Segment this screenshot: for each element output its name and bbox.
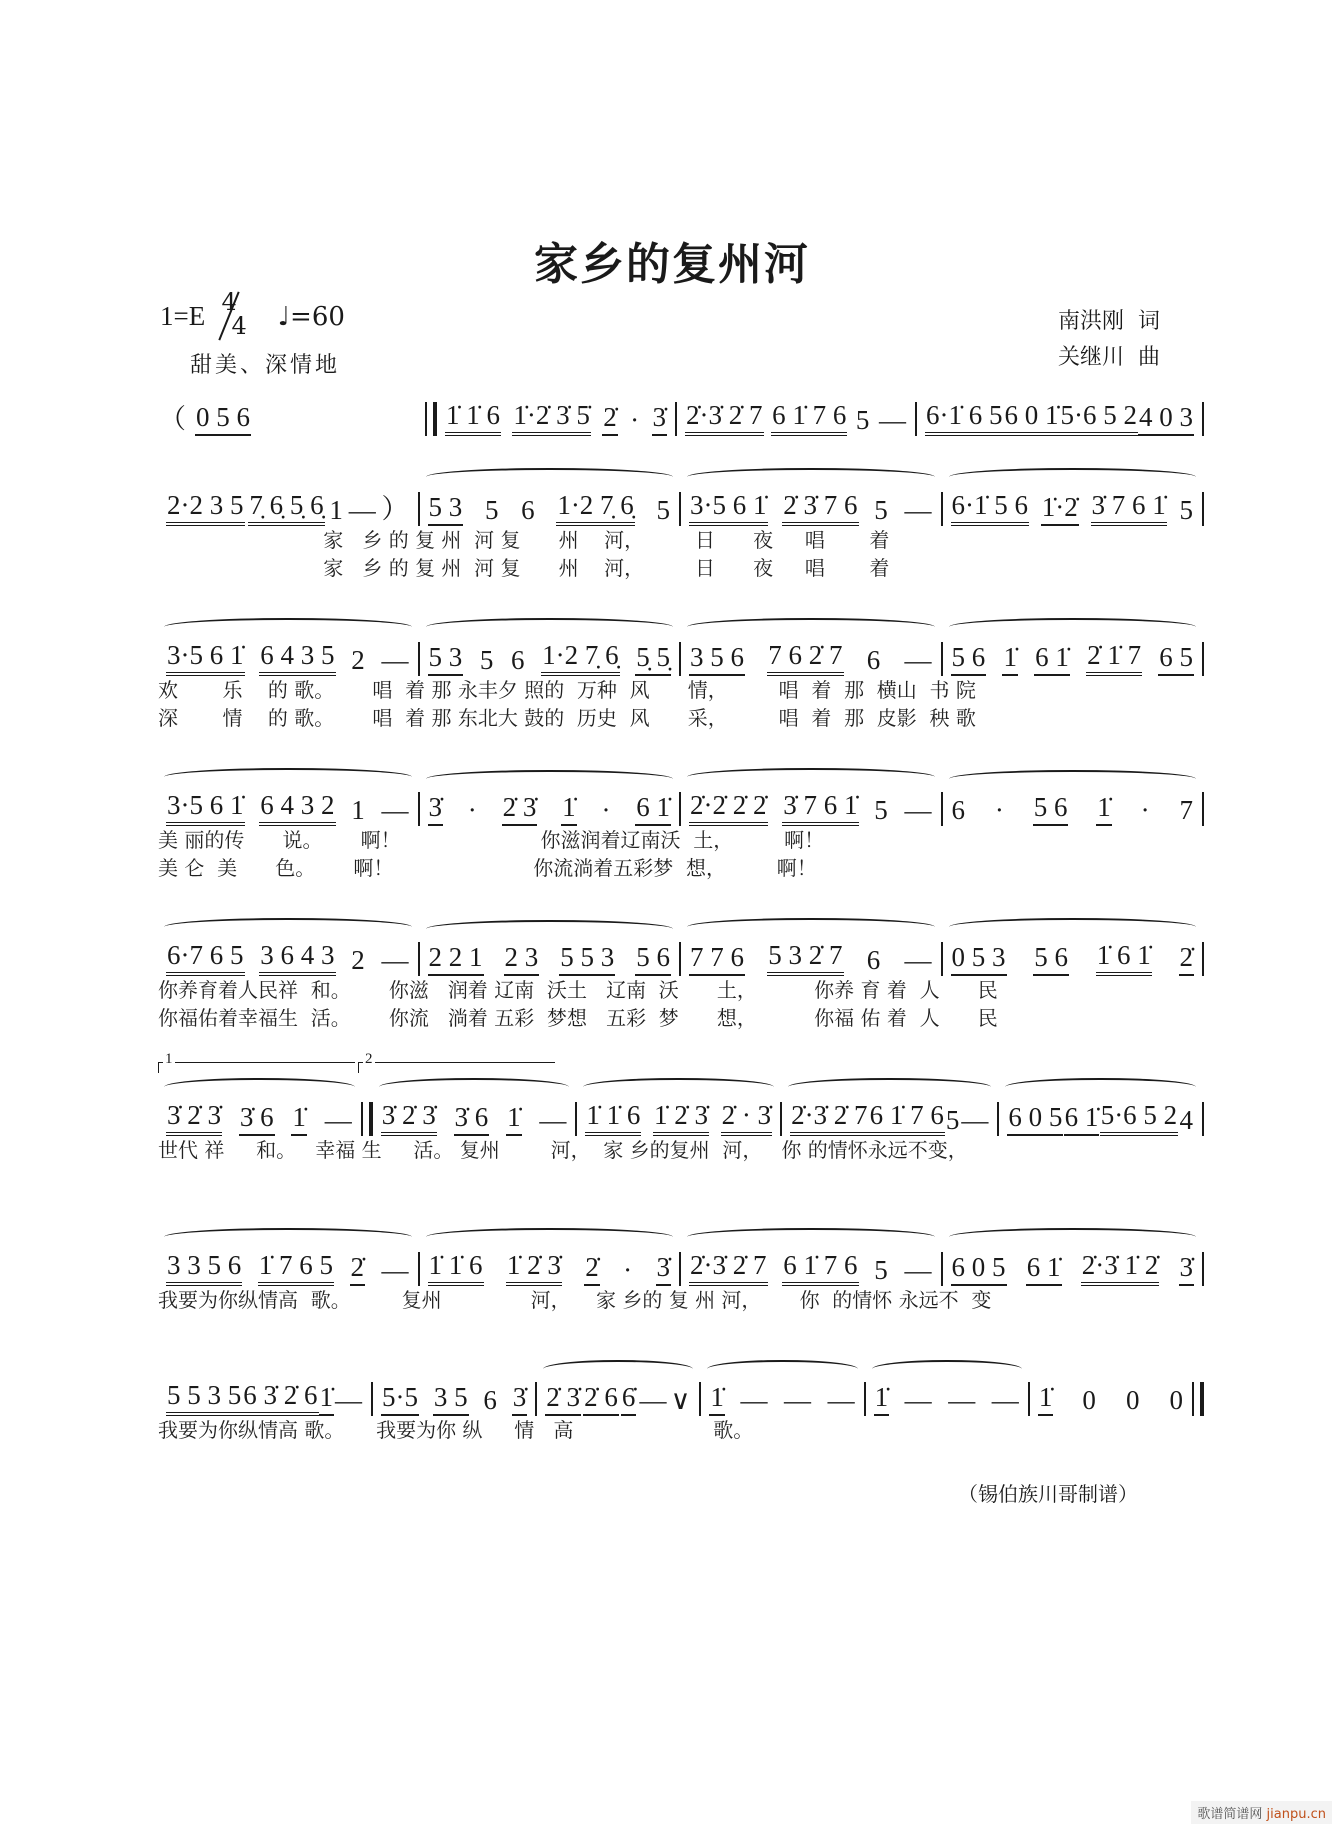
lyric-line-verse-1: 我要为你纵情高 歌。 我要为你 纵 情 高 歌。 xyxy=(158,1418,754,1442)
credits xyxy=(1058,304,1160,376)
note-group: 1̇ 1̇ 6 xyxy=(428,1250,484,1286)
note-group: 1̇ 2̇ 3̇ xyxy=(506,1250,562,1286)
measure xyxy=(373,1100,576,1136)
measure xyxy=(681,640,941,676)
measure xyxy=(158,640,418,676)
note-group: 3 5 6 xyxy=(689,642,745,676)
note-group: 6 1̇ 7 6 xyxy=(782,1250,858,1286)
note-group: 5 3 2̇ 7 xyxy=(767,940,843,976)
note-group: 6 5 xyxy=(1158,642,1194,676)
note-group: 2̇ 3̇ xyxy=(545,1382,581,1416)
dash-extension: — xyxy=(539,1105,567,1135)
site-watermark xyxy=(1191,1801,1332,1824)
measure xyxy=(577,1100,780,1136)
dash-extension: — xyxy=(878,405,906,435)
dash-extension: — xyxy=(961,1105,989,1135)
key-tempo-line xyxy=(160,288,345,340)
note-group: 6 xyxy=(511,645,525,675)
note-group: 6·7 6 5 xyxy=(166,940,245,976)
note-group: · xyxy=(994,795,1004,825)
measure xyxy=(782,1100,997,1136)
dash-extension: — xyxy=(904,1385,932,1415)
note-group: 5 xyxy=(479,645,494,675)
measure xyxy=(158,1250,418,1286)
note-group: 6 1̇ 7 6 xyxy=(771,400,847,436)
note-group: 3̇ 6 xyxy=(454,1102,490,1136)
lyric-line-verse-1: 欢 乐 的 歌。 唱 着 那 永丰夕 照的 万种 风 情， 唱 着 那 横山 书 院 xyxy=(158,678,976,702)
note-group: 0 xyxy=(1082,1385,1096,1415)
note-group: 3·5 6 1̇ xyxy=(689,490,768,526)
note-group: · xyxy=(467,795,477,825)
dash-extension: — xyxy=(904,1255,932,1285)
dash-extension: — xyxy=(324,1105,352,1135)
dash-extension: — xyxy=(948,1385,976,1415)
slur-mark xyxy=(949,1228,1197,1246)
note-group: 2̇ xyxy=(602,402,618,436)
note-group: 2̇ xyxy=(584,1252,600,1286)
note-group: 6 xyxy=(951,795,965,825)
note-group: · xyxy=(623,1255,633,1285)
note-group: 0 xyxy=(1169,1385,1183,1415)
slur-mark xyxy=(707,1360,857,1378)
note-group: 1·2 7̣ 6̣ xyxy=(541,640,620,676)
measure xyxy=(1030,1382,1192,1416)
time-signature-denominator: 4 xyxy=(231,312,247,340)
score-row xyxy=(158,936,1204,1032)
watermark-label: 歌谱简谱网 xyxy=(1197,1807,1263,1822)
note-group: 5 xyxy=(656,495,670,525)
note-group: 6·1̇ 6 5 xyxy=(925,400,1004,436)
note-group: 1̇·2̇ 3̇ 5̇ xyxy=(512,400,591,436)
slur-mark xyxy=(949,468,1197,486)
slur-mark xyxy=(426,468,674,486)
time-signature-numerator: 4 xyxy=(221,288,237,316)
note-group: 1̇ 1̇ 6 xyxy=(585,1100,641,1136)
key-signature: 1=E xyxy=(160,301,206,331)
barline xyxy=(1202,1252,1204,1286)
dash-extension: — xyxy=(904,495,932,525)
measure xyxy=(943,1250,1203,1286)
note-group: 7̣ 6̣ 5̣ 6̣ xyxy=(248,490,324,526)
note-group: 6 1̇ 7 6 xyxy=(869,1100,945,1136)
note-group: 2̇ xyxy=(350,1252,366,1286)
note-group: 3·5 6 1̇ xyxy=(166,790,245,826)
measure xyxy=(943,792,1203,826)
note-group: 3 3 5 6 xyxy=(166,1250,242,1286)
dash-extension: — xyxy=(904,945,932,975)
composer-name: 关继川 xyxy=(1058,345,1125,370)
note-group: 6 4 3 5 xyxy=(259,640,335,676)
note-group: 1̇ xyxy=(1038,1382,1054,1416)
note-group: 3̇ 7 6 1̇ xyxy=(782,790,858,826)
barline xyxy=(1202,402,1204,436)
note-group: 1·2 7̣ 6̣ xyxy=(556,490,635,526)
lyric-line-verse-1: 你养育着人民祥 和。 你滋 润着 辽南 沃土 辽南 沃 土， 你养 育 着 人 民 xyxy=(158,978,998,1002)
note-group: 6 0 1̇ xyxy=(1004,400,1060,436)
dash-extension: — xyxy=(381,1255,409,1285)
dash-extension: — xyxy=(348,495,376,525)
note-group: · xyxy=(630,405,640,435)
barline xyxy=(1202,942,1204,976)
measure xyxy=(537,1382,699,1416)
note-group: 3̇ 7 6 1̇ xyxy=(1091,490,1167,526)
dash-extension: — xyxy=(639,1385,667,1415)
measure xyxy=(943,940,1203,976)
slur-mark xyxy=(687,618,935,636)
breath-mark: ∨ xyxy=(670,1385,691,1415)
slur-mark xyxy=(426,1228,674,1246)
dash-extension: — xyxy=(904,645,932,675)
measure xyxy=(681,940,941,976)
score-row xyxy=(158,396,1204,436)
note-group: 6 0 5 xyxy=(1007,1102,1063,1136)
note-group: 2̇ 3̇ xyxy=(502,792,538,826)
slur-mark xyxy=(687,918,935,936)
note-group: 2̇ 6 xyxy=(583,1382,619,1416)
note-group: 1̇ xyxy=(319,1382,335,1416)
note-group: 1̇·2̇ xyxy=(1041,492,1079,526)
note-group: 6 4 3 2 xyxy=(259,790,335,826)
note-group: 1̇ xyxy=(291,1102,307,1136)
score-row xyxy=(158,486,1204,582)
measure xyxy=(999,1100,1202,1136)
note-group: 3̇ 2̇ 3̇ xyxy=(381,1100,437,1136)
barline xyxy=(1202,792,1204,826)
lyric-line-verse-1: 美 丽的传 说。 啊！ 你滋润着辽南沃 土， 啊！ xyxy=(158,828,825,852)
score-title: 家乡的复州河 xyxy=(534,239,810,290)
note-group: 2 3 xyxy=(504,942,540,976)
measure xyxy=(701,1382,863,1416)
note-group: 2̇ xyxy=(1179,942,1195,976)
note-group: 6 xyxy=(521,495,535,525)
note-group: 5̣ 5̣ xyxy=(635,642,671,676)
lyricist-role: 词 xyxy=(1138,309,1161,334)
dash-extension: — xyxy=(904,795,932,825)
slur-mark xyxy=(164,1228,412,1246)
measure xyxy=(420,1250,680,1286)
measure xyxy=(158,790,418,826)
note-group: 5·5 xyxy=(381,1382,419,1416)
note-group: 2̇ · 3̇ xyxy=(721,1100,773,1136)
score-row xyxy=(158,1246,1204,1314)
volta-number: 1 xyxy=(165,1051,173,1067)
score-row xyxy=(158,636,1204,732)
note-group: 5 5 3 5 xyxy=(166,1380,242,1416)
slur-mark xyxy=(379,1078,570,1096)
score-row xyxy=(158,1376,1204,1444)
note-group: 5·6 5 2 xyxy=(1100,1100,1179,1136)
slur-mark xyxy=(164,618,412,636)
note-group: 3 6 4 3 xyxy=(259,940,335,976)
lyricist-credit xyxy=(1058,304,1160,340)
note-group: 4 xyxy=(1179,1105,1193,1135)
note-group: 0 xyxy=(1125,1385,1140,1415)
slur-mark xyxy=(949,618,1197,636)
slur-mark xyxy=(164,1078,355,1096)
note-group: 1̇ xyxy=(1096,792,1112,826)
measure xyxy=(373,1382,535,1416)
note-group: 5 xyxy=(945,1105,960,1135)
note-group: 1̇ xyxy=(874,1382,890,1416)
lyric-line-verse-1: 家 乡 的 复 州 河 复 州 河， 日 夜 唱 着 xyxy=(158,528,890,552)
note-group: 1̇ xyxy=(561,792,577,826)
notation-line xyxy=(158,396,1204,436)
note-group: 5 6 xyxy=(635,942,671,976)
note-group: 6 1̇ xyxy=(1034,642,1070,676)
notation-line xyxy=(158,1246,1204,1286)
measure xyxy=(866,1382,1028,1416)
note-group: 1 xyxy=(329,495,343,525)
note-group: 2 xyxy=(351,945,365,975)
note-group: 3̇ 2̇ 3̇ xyxy=(166,1100,222,1136)
note-group: · xyxy=(1140,795,1150,825)
note-group: 3̇ xyxy=(512,1382,528,1416)
dash-extension: — xyxy=(381,945,409,975)
notation-line xyxy=(158,786,1204,826)
note-group: 1̇ 6 1̇ xyxy=(1096,940,1152,976)
dash-extension: — xyxy=(827,1385,855,1415)
barline xyxy=(1202,492,1204,526)
note-group: 7 7 6 xyxy=(689,942,745,976)
note-group: 6 1̇ xyxy=(1026,1252,1062,1286)
lyric-line-verse-2: 美 仑 美 色。 啊！ 你流淌着五彩梦 想， 啊！ xyxy=(158,856,817,880)
note-group: ） xyxy=(381,494,409,524)
note-group: 2̇·2̇ 2̇ 2̇ xyxy=(689,790,768,826)
measure xyxy=(420,490,680,526)
notation-line xyxy=(158,636,1204,676)
slur-mark xyxy=(687,468,935,486)
slur-mark xyxy=(164,768,412,786)
measure xyxy=(681,490,941,526)
lyric-line-verse-2: 深 情 的 歌。 唱 着 那 东北大 鼓的 历史 风 采， 唱 着 那 皮影 秧 歌 xyxy=(158,706,976,730)
notation-line xyxy=(158,486,1204,526)
time-signature xyxy=(218,288,252,340)
note-group: 6 xyxy=(483,1385,497,1415)
note-group: 5 6 xyxy=(1033,942,1069,976)
composer-role: 曲 xyxy=(1138,345,1161,370)
dash-extension: — xyxy=(381,645,409,675)
note-group: 2·2 3 5 xyxy=(166,490,245,526)
note-group: 5 6 xyxy=(1033,792,1069,826)
note-group: 2̇ 1̇ 7 xyxy=(1086,640,1142,676)
slur-mark xyxy=(949,770,1197,788)
note-group: 3̇ xyxy=(1179,1252,1195,1286)
note-group: 3̇ xyxy=(428,792,444,826)
slur-mark xyxy=(426,618,674,636)
note-group: 2̇·3̇ 2̇ 7 xyxy=(685,400,764,436)
note-group: 3̇ 6 xyxy=(239,1102,275,1136)
slur-mark xyxy=(426,770,674,788)
note-group: 5 xyxy=(874,495,888,525)
measure xyxy=(158,1380,371,1416)
watermark-site: jianpu.cn xyxy=(1266,1807,1326,1822)
note-group: 2̇ 3̇ 7 6 xyxy=(782,490,858,526)
barline xyxy=(1202,1102,1204,1136)
note-group: 1̇ 7 6 5 xyxy=(258,1250,334,1286)
measure xyxy=(943,640,1203,676)
note-group: 7 6 2̇ 7 xyxy=(767,640,843,676)
note-group: 6 0 5 xyxy=(951,1252,1007,1286)
note-group: 5 3 xyxy=(428,642,464,676)
lyric-line-verse-1: 世代 祥 和。 幸福 生 活。 复州 河， 家 乡的复州 河， 你 的情怀永远不变， xyxy=(158,1138,968,1162)
slur-mark xyxy=(872,1360,1022,1378)
lyric-line-verse-2: 你福佑着幸福生 活。 你流 淌着 五彩 梦想 五彩 梦 想， 你福 佑 着 人 民 xyxy=(158,1006,998,1030)
measure xyxy=(437,400,675,436)
note-group: 6 3̇ 2̇ 6 xyxy=(242,1380,318,1416)
note-group: 6 1̇ xyxy=(1064,1102,1100,1136)
note-group: 6̇ xyxy=(621,1382,637,1416)
measure xyxy=(681,1250,941,1286)
repeat-barline xyxy=(425,402,437,436)
notation-line xyxy=(158,1376,1204,1416)
note-group: 5 xyxy=(855,405,870,435)
repeat-barline xyxy=(361,1102,373,1136)
final-barline xyxy=(1192,1382,1204,1416)
note-group: 2 xyxy=(351,645,365,675)
note-group: 7 xyxy=(1179,795,1193,825)
measure xyxy=(420,640,680,676)
score-row xyxy=(158,786,1204,882)
note-group: 2̇·3̇ 2̇ 7 xyxy=(689,1250,768,1286)
note-group: 1̇ xyxy=(709,1382,725,1416)
notation-line xyxy=(158,936,1204,976)
volta-bracket xyxy=(158,1051,355,1073)
slur-mark xyxy=(788,1078,991,1096)
note-group: 3·5 6 1̇ xyxy=(166,640,245,676)
note-group: 0 5 3 xyxy=(951,942,1007,976)
note-group: 2 2 1 xyxy=(428,942,484,976)
slur-mark xyxy=(164,918,412,936)
tempo-marking: ♩=60 xyxy=(277,302,345,332)
intro-paren: （ xyxy=(159,404,186,434)
notation-line xyxy=(158,1096,1204,1136)
note-group: 1̇ 1̇ 6 xyxy=(445,400,501,436)
dash-extension: — xyxy=(740,1385,768,1415)
note-group: 1̇ 2̇ 3̇ xyxy=(653,1100,709,1136)
lyric-line-verse-2: 家 乡 的 复 州 河 复 州 河， 日 夜 唱 着 xyxy=(158,556,890,580)
note-group: 5·6 5 2 xyxy=(1060,400,1139,436)
note-group: 1̇ xyxy=(1002,642,1018,676)
dash-extension: — xyxy=(381,795,409,825)
note-group: 5 5 3 xyxy=(559,942,615,976)
note-group: 6 1̇ xyxy=(635,792,671,826)
slur-mark xyxy=(687,1228,935,1246)
note-group: 6 xyxy=(866,945,881,975)
measure xyxy=(187,402,425,436)
barline xyxy=(1202,642,1204,676)
note-group: 4 0 3 xyxy=(1138,402,1194,436)
composer-credit xyxy=(1058,340,1160,376)
slur-mark xyxy=(949,918,1197,936)
measure xyxy=(943,490,1203,526)
slur-mark xyxy=(543,1360,693,1378)
note-group: 1 xyxy=(351,795,365,825)
volta-bracket xyxy=(358,1051,555,1073)
note-group: 3 5 xyxy=(433,1382,469,1416)
transcriber-credit: （锡伯族川哥制谱） xyxy=(958,1482,1138,1506)
note-group: 5 6 xyxy=(951,642,987,676)
note-group: 5 xyxy=(484,495,499,525)
measure xyxy=(158,487,418,526)
expression-marking: 甜美、深情地 xyxy=(190,353,341,378)
measure xyxy=(681,790,941,826)
lyricist-name: 南洪刚 xyxy=(1058,309,1125,334)
measure xyxy=(420,942,680,976)
measure xyxy=(158,1100,361,1136)
note-group: 2̇·3̇ 1̇ 2̇ xyxy=(1081,1250,1160,1286)
slur-mark xyxy=(687,768,935,786)
dash-extension: — xyxy=(335,1385,362,1415)
measure xyxy=(677,400,915,436)
note-group: 3̇ xyxy=(652,402,668,436)
note-group: · xyxy=(601,795,611,825)
note-group: 5 xyxy=(874,1255,888,1285)
score-row xyxy=(158,1051,1204,1164)
slur-mark xyxy=(583,1078,774,1096)
note-group: 5 3 xyxy=(428,492,464,526)
slur-mark xyxy=(1005,1078,1196,1096)
dash-extension: — xyxy=(784,1385,812,1415)
slur-mark xyxy=(426,920,674,938)
note-group: 6·1̇ 5 6 xyxy=(951,490,1030,526)
lyric-line-verse-1: 我要为你纵情高 歌。 复州 河， 家 乡的 复 州 河， 你 的情怀 永远不 变 xyxy=(158,1288,992,1312)
dash-extension: — xyxy=(991,1385,1019,1415)
measure xyxy=(158,940,418,976)
note-group: 5 xyxy=(874,795,888,825)
measure xyxy=(420,792,680,826)
note-group: 2̇·3̇ 2̇ 7 xyxy=(790,1100,869,1136)
note-group: 0 5 6 xyxy=(195,402,251,436)
note-group: 3̇ xyxy=(656,1252,672,1286)
measure xyxy=(917,400,1202,436)
note-group: 6 xyxy=(866,645,881,675)
note-group: 1̇ xyxy=(506,1102,522,1136)
note-group: 5 xyxy=(1179,495,1193,525)
volta-number: 2 xyxy=(365,1051,373,1067)
